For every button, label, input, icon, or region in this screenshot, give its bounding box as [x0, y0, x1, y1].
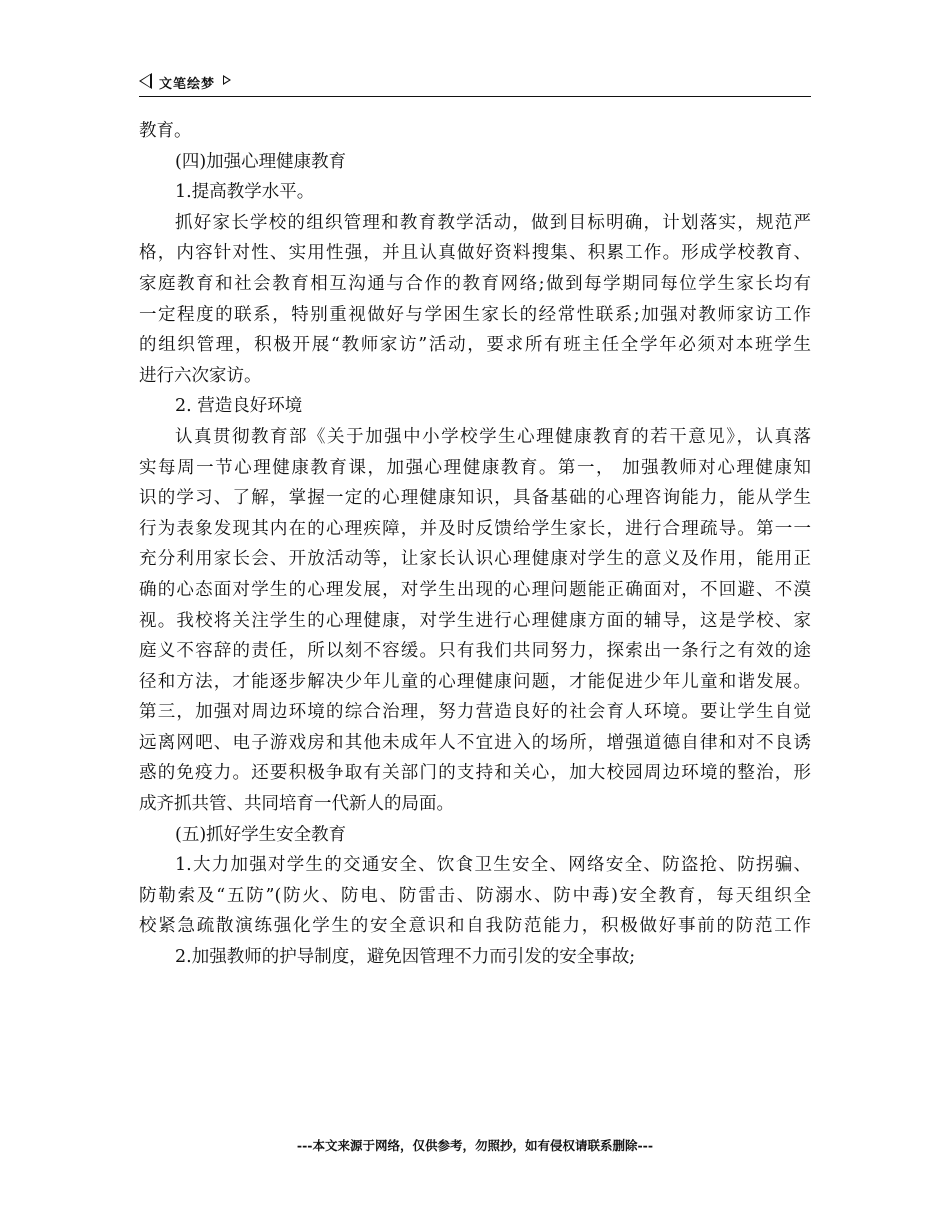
header-brand: 文笔绘梦	[159, 77, 216, 92]
text-line: 防勒索及“五防”(防火、防电、防雷击、防溺水、防中毒)安全教育，每天组织全	[139, 885, 811, 906]
text-line: 认真贯彻教育部《关于加强中小学校学生心理健康教育的若干意见》，认真落	[175, 426, 811, 447]
footer-disclaimer: ---本文来源于网络，仅供参考，勿照抄，如有侵权请联系删除---	[296, 1138, 654, 1153]
text-line: 视。我校将关注学生的心理健康，对学生进行心理健康方面的辅导，这是学校、家	[139, 610, 811, 631]
text-line: 确的心态面对学生的心理发展，对学生出现的心理问题能正确面对，不回避、不漠	[139, 579, 811, 600]
text-line: 充分利用家长会、开放活动等，让家长认识心理健康对学生的意义及作用，能用正	[139, 549, 811, 570]
text-line: 进行六次家访。	[139, 365, 262, 386]
text-line: 成齐抓共管、共同培育一代新人的局面。	[139, 794, 454, 815]
text-line: 实每周一节心理健康教育课，加强心理健康教育。第一， 加强教师对心理健康知	[139, 457, 811, 478]
text-line: 的组织管理，积极开展“教师家访”活动，要求所有班主任全学年必须对本班学生	[139, 335, 811, 356]
text-line: 1.大力加强对学生的交通安全、饮食卫生安全、网络安全、防盗抢、防拐骗、	[175, 855, 811, 876]
text-line: 第三，加强对周边环境的综合治理，努力营造良好的社会育人环境。要让学生自觉	[139, 702, 811, 723]
text-line: 抓好家长学校的组织管理和教育教学活动，做到目标明确，计划落实，规范严	[175, 212, 811, 233]
text-line: 行为表象发现其内在的心理疾障，并及时反馈给学生家长，进行合理疏导。第一一	[139, 518, 811, 539]
document-body	[139, 116, 811, 973]
triangle-left-icon	[139, 73, 152, 89]
text-line: 一定程度的联系，特别重视做好与学困生家长的经常性联系;加强对教师家访工作	[139, 304, 811, 325]
text-line: 家庭教育和社会教育相互沟通与合作的教育网络;做到每学期同每位学生家长均有	[139, 273, 811, 294]
text-line: 径和方法，才能逐步解决少年儿童的心理健康问题，才能促进少年儿童和谐发展。	[139, 671, 811, 692]
text-line: 远离网吧、电子游戏房和其他未成年人不宜进入的场所，增强道德自律和对不良诱	[139, 732, 811, 753]
text-line: 格，内容针对性、实用性强，并且认真做好资料搜集、积累工作。形成学校教育、	[139, 243, 811, 264]
text-line: 惑的免疫力。还要积极争取有关部门的支持和关心，加大校园周边环境的整治，形	[139, 763, 811, 784]
text-line: 识的学习、了解，掌握一定的心理健康知识，具备基础的心理咨询能力，能从学生	[139, 488, 811, 509]
page-header	[139, 70, 811, 97]
triangle-right-icon	[223, 75, 231, 85]
text-line: 校紧急疏散演练强化学生的安全意识和自我防范能力，积极做好事前的防范工作	[139, 916, 811, 937]
text-line: 2.加强教师的护导制度，避免因管理不力而引发的安全事故;	[175, 947, 636, 968]
text-line: 1.提高教学水平。	[175, 182, 315, 203]
text-line: 庭义不容辞的责任，所以刻不容缓。只有我们共同努力，探索出一条行之有效的途	[139, 641, 811, 662]
text-line: 2. 营造良好环境	[175, 396, 303, 417]
text-line: 教育。	[139, 121, 192, 141]
text-line: (五)抓好学生安全教育	[175, 824, 347, 845]
text-line: (四)加强心理健康教育	[175, 151, 347, 172]
